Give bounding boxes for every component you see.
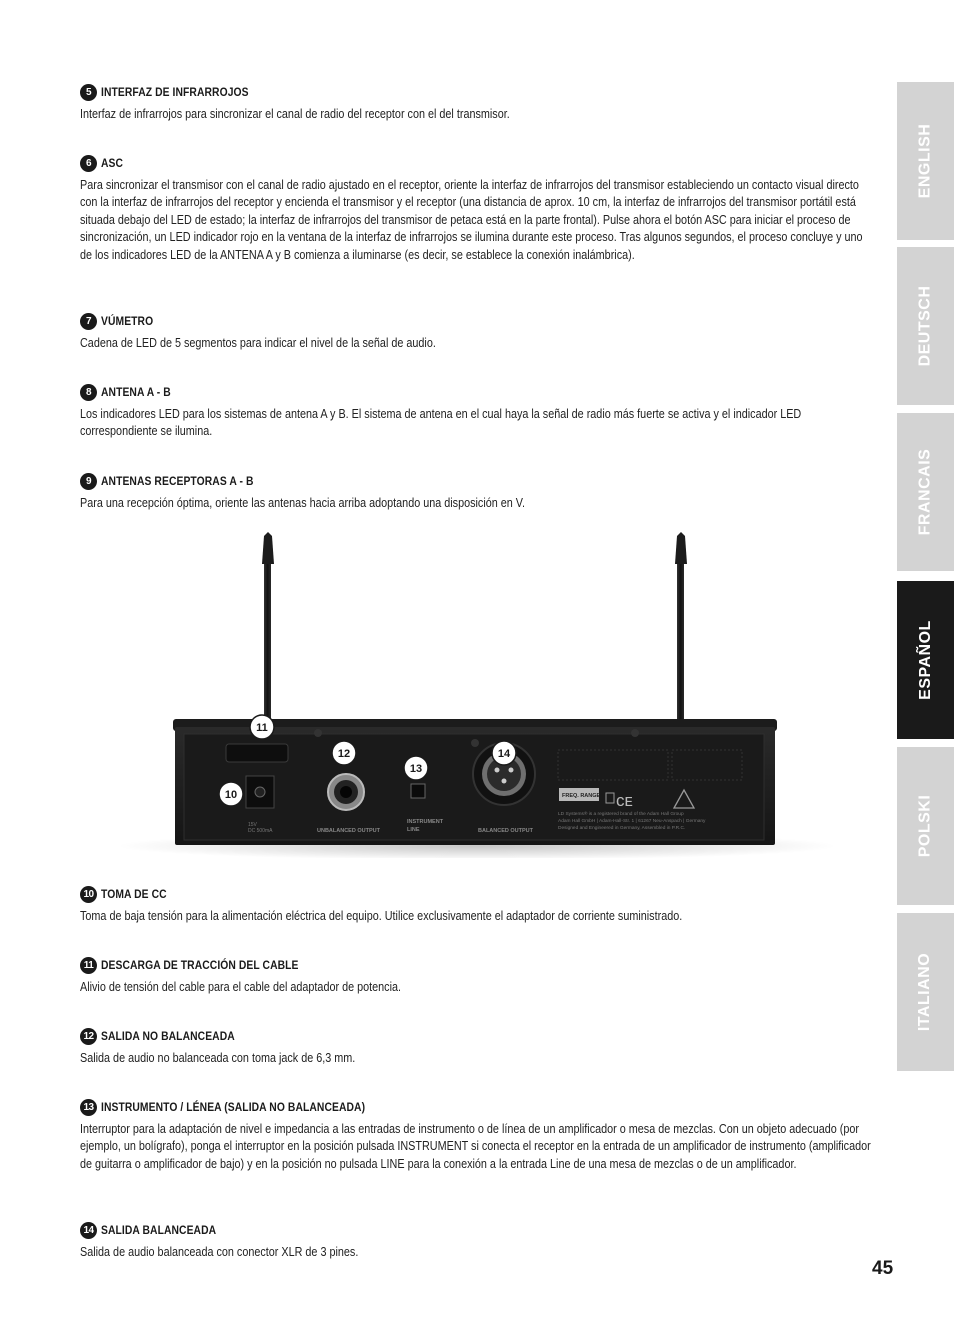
callout-number: 8 bbox=[80, 384, 97, 401]
section-title: VÚMETRO bbox=[101, 314, 154, 328]
svg-text:10: 10 bbox=[224, 789, 238, 801]
tab-polski[interactable] bbox=[897, 747, 954, 905]
section-instrument-line bbox=[80, 1098, 872, 1173]
section-text: Para una recepción óptima, oriente las antenas hacia arriba adoptando una disposición en V. bbox=[80, 496, 526, 510]
dc-label-2: DC 500mA bbox=[248, 828, 273, 834]
section-asc bbox=[80, 154, 872, 264]
section-text: Alivio de tensión del cable para el cable del adaptador de potencia. bbox=[80, 980, 401, 994]
screw bbox=[471, 739, 479, 747]
tab-espanol[interactable] bbox=[897, 581, 954, 739]
callout-10 bbox=[219, 782, 243, 806]
tab-label: ENGLISH bbox=[916, 123, 934, 199]
section-balanced-output bbox=[80, 1221, 872, 1261]
callout-number: 11 bbox=[80, 957, 97, 974]
section-title: SALIDA BALANCEADA bbox=[101, 1223, 217, 1237]
section-infrared bbox=[80, 83, 872, 123]
callout-number: 10 bbox=[80, 886, 97, 903]
screw bbox=[314, 729, 322, 737]
line-label: LINE bbox=[407, 827, 420, 833]
legal-line-1: LD Systems® is a registered brand of the Adam Hall Group bbox=[558, 812, 684, 817]
section-title: TOMA DE CC bbox=[101, 887, 167, 901]
section-text: Interfaz de infrarrojos para sincronizar el canal de radio del receptor con el del transmisor. bbox=[80, 107, 510, 121]
section-text: Salida de audio balanceada con conector XLR de 3 pines. bbox=[80, 1245, 359, 1259]
callout-number: 14 bbox=[80, 1222, 97, 1239]
svg-text:11: 11 bbox=[256, 722, 268, 734]
callout-number: 13 bbox=[80, 1099, 97, 1116]
ce-mark-icon: ᴄᴇ bbox=[616, 791, 633, 810]
section-text: Salida de audio no balanceada con toma jack de 6,3 mm. bbox=[80, 1051, 356, 1065]
svg-text:13: 13 bbox=[409, 763, 423, 775]
section-text: Interruptor para la adaptación de nivel e impedancia a las entradas de instrumento o de línea de un amplificador o mesa de mezclas. Con un objeto adecuado (por ejemplo, un bolígrafo), ponga el interruptor en la posición pulsada INSTRUMENT si conecta el receptor en la entrada de un amplificador de instrumento (amplificador de guitarra o amplificador de bajo) y en la posición no pulsada LINE para la conexión a la entrada Line de una mesa de mezclas o de un amplificador. bbox=[80, 1122, 871, 1171]
section-title: INSTRUMENTO / LÉNEA (SALIDA NO BALANCEADA) bbox=[101, 1100, 366, 1114]
unbalanced-label: UNBALANCED OUTPUT bbox=[317, 828, 380, 834]
section-antenna-ab bbox=[80, 383, 872, 441]
tab-francais[interactable] bbox=[897, 413, 954, 571]
callout-13 bbox=[404, 756, 428, 780]
antenna-right bbox=[675, 532, 687, 724]
tab-label: ITALIANO bbox=[916, 952, 934, 1032]
section-vumeter bbox=[80, 312, 872, 352]
svg-text:14: 14 bbox=[497, 748, 511, 760]
tab-deutsch[interactable] bbox=[897, 247, 954, 405]
svg-text:12: 12 bbox=[337, 748, 351, 760]
callout-12 bbox=[332, 741, 356, 765]
section-text: Toma de baja tensión para la alimentación eléctrica del equipo. Utilice exclusivamente el adaptador de corriente suministrado. bbox=[80, 909, 683, 923]
section-text: Cadena de LED de 5 segmentos para indicar el nivel de la señal de audio. bbox=[80, 336, 436, 350]
callout-11 bbox=[250, 715, 274, 739]
section-receiver-antennas bbox=[80, 472, 872, 512]
tab-english[interactable] bbox=[897, 82, 954, 240]
legal-line-2: Adam Hall GmbH | Adam-Hall-Str. 1 | 61267 Neu-Anspach | Germany bbox=[558, 819, 706, 824]
balanced-label: BALANCED OUTPUT bbox=[478, 828, 533, 834]
receiver-rear-panel-figure bbox=[80, 528, 872, 858]
jack-output bbox=[328, 774, 364, 810]
callout-number: 7 bbox=[80, 313, 97, 330]
section-title: INTERFAZ DE INFRARROJOS bbox=[101, 85, 249, 99]
callout-number: 9 bbox=[80, 473, 97, 490]
section-dc-jack bbox=[80, 885, 872, 925]
screw bbox=[631, 729, 639, 737]
dc-label: 15V bbox=[248, 822, 257, 828]
tab-label: POLSKI bbox=[916, 794, 934, 858]
instrument-line-switch bbox=[411, 784, 425, 798]
callout-number: 12 bbox=[80, 1028, 97, 1045]
callout-number: 5 bbox=[80, 84, 97, 101]
section-strain-relief bbox=[80, 956, 872, 996]
page-number: 45 bbox=[872, 1258, 894, 1279]
tab-label: DEUTSCH bbox=[916, 285, 934, 367]
antenna-left bbox=[262, 532, 274, 724]
legal-line-3: Designed and Engineered in Germany, Assembled in P.R.C. bbox=[558, 826, 686, 831]
section-text: Para sincronizar el transmisor con el canal de radio ajustado en el receptor, oriente la interfaz de infrarrojos del transmisor estableciendo un contacto visual directo con la interfaz de infrarrojos del receptor y encienda el transmisor y el receptor (una distancia de aprox. 10 cm, la interfaz de infrarrojos del transmisor portátil está situada debajo del LED de estado; la interfaz de infrarrojos del transmisor de petaca está en la parte frontal). Pulse ahora el botón ASC para iniciar el proceso de sincronización, un LED indicador rojo en la ventana de la interfaz de infrarrojos se ilumina durante este proceso. Tras algunos segundos, el proceso concluye y uno de los indicadores LED de la ANTENA A y B comienza a iluminarse (es decir, se establece la conexión inalámbrica). bbox=[80, 178, 863, 262]
tab-italiano[interactable] bbox=[897, 913, 954, 1071]
callout-number: 6 bbox=[80, 155, 97, 172]
section-title: DESCARGA DE TRACCIÓN DEL CABLE bbox=[101, 958, 299, 972]
section-text: Los indicadores LED para los sistemas de antena A y B. El sistema de antena en el cual haya la señal de radio más fuerte se activa y el indicador LED correspondiente se ilumina. bbox=[80, 407, 802, 439]
section-unbalanced-output bbox=[80, 1027, 872, 1067]
cable-strain-relief bbox=[226, 744, 288, 762]
section-title: SALIDA NO BALANCEADA bbox=[101, 1029, 235, 1043]
language-tabs bbox=[897, 0, 954, 1339]
tab-label: FRANCAIS bbox=[916, 448, 934, 536]
instrument-label: INSTRUMENT bbox=[407, 819, 444, 825]
freq-range-text: FREQ. RANGE bbox=[562, 793, 601, 799]
tab-label: ESPAÑOL bbox=[916, 620, 934, 700]
section-title: ANTENA A - B bbox=[101, 385, 171, 399]
receiver-illustration bbox=[80, 528, 872, 858]
section-title: ASC bbox=[101, 156, 124, 170]
section-title: ANTENAS RECEPTORAS A - B bbox=[101, 474, 254, 488]
callout-14 bbox=[492, 741, 516, 765]
